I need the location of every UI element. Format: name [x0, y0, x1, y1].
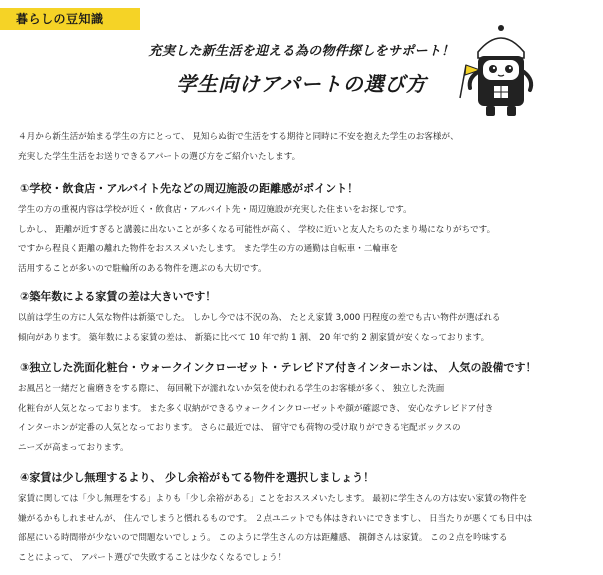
body-line: 化粧台が人気となっております。 また多く収納ができるウォークインクローゼットや顔が確認でき、 安心なテレビドア付き	[18, 403, 494, 414]
section-2-body	[18, 309, 588, 348]
intro-line: ４月から新生活が始まる学生の方にとって、 見知らぬ街で生活をする期待と同時に不安を抱えた学生のお客様が、	[18, 132, 459, 142]
category-tag: 暮らしの豆知識	[0, 8, 140, 30]
body-line: ですから程良く距離の離れた物件をおススメいたします。 また学生の方の通勤は自転車・二輪車を	[18, 244, 399, 254]
body-line: お風呂と一緒だと歯磨きをする際に、 毎回靴下が濡れないか気を使われる学生のお客様が多く、 独立した洗面	[18, 384, 445, 394]
page-subtitle: 充実した新生活を迎える為の物件探しをサポート！	[148, 44, 455, 59]
body-line: 部屋にいる時間帯が少ないので問題ないでしょう。 このように学生さんの方は距離感、 親御さんは家賃。 この２点を吟味する	[18, 533, 508, 543]
body-line: 家賃に関しては「少し無理をする」よりも「少し余裕がある」ことをおススメいたします。 最初に学生さんの方は安い家賃の物件を	[18, 494, 528, 504]
house-mascot-icon	[456, 20, 546, 120]
section-2-heading: ②築年数による家賃の差は大きいです！	[20, 290, 217, 303]
section-3-body	[18, 380, 588, 458]
section-3-heading: ③独立した洗面化粧台・ウォークインクローゼット・テレビドア付きインターホンは、 人気の設備です！	[20, 361, 537, 374]
page-title: 学生向けアパートの選び方	[176, 72, 427, 96]
section-1-heading: ①学校・飲食店・アルバイト先などの周辺施設の距離感がポイント！	[20, 182, 359, 195]
body-line: 以前は学生の方に人気な物件は新築でした。 しかし今では不況の為、 たとえ家賃 3,000 円程度の差でも古い物件が選ばれる	[18, 313, 501, 323]
body-line: 学生の方の重視内容は学校が近く・飲食店・アルバイト先・周辺施設が充実した住まいをお探しです。	[18, 205, 412, 215]
body-line: ことによって、 アパート選びで失敗することは少なくなるでしょう！	[18, 552, 287, 563]
intro-line: 充実した学生生活をお送りできるアパートの選び方をご紹介いたします。	[18, 151, 301, 162]
body-line: 活用することが多いので駐輪所のある物件を選ぶのも大切です。	[18, 263, 267, 274]
body-line: ニーズが高まっております。	[18, 442, 129, 453]
body-line: 嫌がるかもしれませんが、 住んでしまうと慣れるものです。 ２点ユニットでも体はきれいにできますし、 日当たりが悪くても日中は	[18, 513, 533, 524]
intro-paragraph	[18, 128, 588, 167]
section-4-body	[18, 490, 588, 568]
body-line: 傾向があります。 築年数による家賃の差は、 新築に比べて 10 年で約 1 割、 20 年で約 2 割家賃が安くなっております。	[18, 332, 490, 343]
body-line: しかし、 距離が近すぎると講義に出ないことが多くなる可能性が高く、 学校に近いと友人たちのたまり場になりがちです。	[18, 224, 496, 235]
section-1-body	[18, 201, 588, 279]
body-line: インターホンが定番の人気となっております。 さらに最近では、 留守でも荷物の受け取りができる宅配ボックスの	[18, 423, 461, 433]
section-4-heading: ④家賃は少し無理するより、 少し余裕がもてる物件を選択しましょう！	[20, 471, 375, 484]
